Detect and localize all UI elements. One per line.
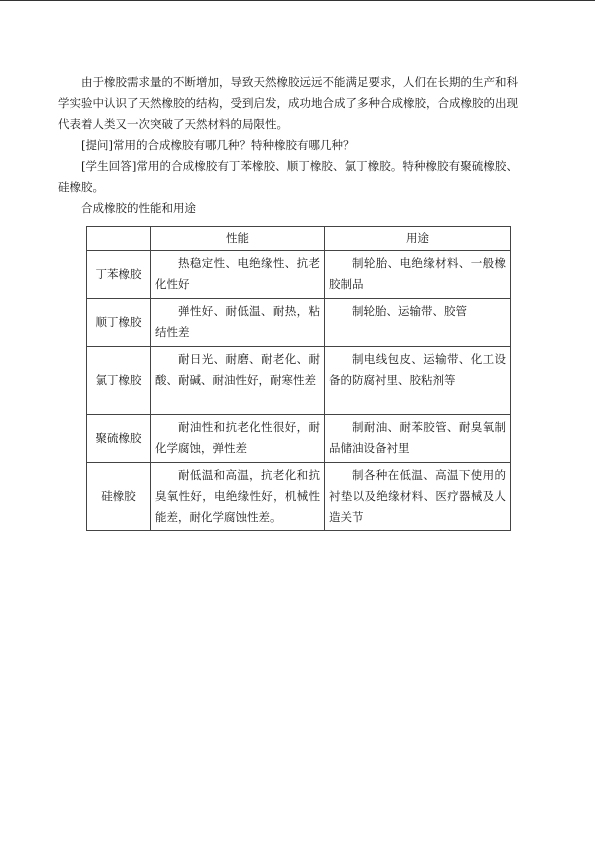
header-uses: 用途 xyxy=(325,227,511,251)
answer-paragraph: [学生回答]常用的合成橡胶有丁苯橡胶、顺丁橡胶、氯丁橡胶。特种橡胶有聚硫橡胶、硅橡胶。 xyxy=(58,159,518,194)
rubber-name: 硅橡胶 xyxy=(87,463,151,531)
rubber-properties: 弹性好、耐低温、耐热，粘结性差 xyxy=(151,299,325,347)
rubber-properties: 耐日光、耐磨、耐老化、耐酸、耐碱、耐油性好，耐寒性差 xyxy=(151,347,325,415)
table-row xyxy=(87,463,511,531)
rubber-name: 顺丁橡胶 xyxy=(87,299,151,347)
rubber-properties: 耐油性和抗老化性很好，耐化学腐蚀，弹性差 xyxy=(151,415,325,463)
rubber-name: 氯丁橡胶 xyxy=(87,347,151,415)
intro-paragraph: 由于橡胶需求量的不断增加，导致天然橡胶远远不能满足要求，人们在长期的生产和科学实验中认识了天然橡胶的结构，受到启发，成功地合成了多种合成橡胶，合成橡胶的出现代表着人类又一次突破了天然材料的局限性。 xyxy=(58,75,518,131)
table-header-row xyxy=(87,227,511,251)
rubber-properties: 耐低温和高温，抗老化和抗臭氧性好，电绝缘性好，机械性能差，耐化学腐蚀性差。 xyxy=(151,463,325,531)
rubber-properties: 热稳定性、电绝缘性、抗老化性好 xyxy=(151,251,325,299)
table-row xyxy=(87,415,511,463)
header-properties: 性能 xyxy=(151,227,325,251)
rubber-uses: 制轮胎、运输带、胶管 xyxy=(325,299,511,347)
header-name xyxy=(87,227,151,251)
rubber-uses: 制耐油、耐苯胶管、耐臭氧制品储油设备衬里 xyxy=(325,415,511,463)
question-paragraph: [提问]常用的合成橡胶有哪几种？特种橡胶有哪几种？ xyxy=(81,138,355,152)
rubber-uses: 制电线包皮、运输带、化工设备的防腐衬里、胶粘剂等 xyxy=(325,347,511,415)
top-rule xyxy=(0,0,595,1)
table-caption: 合成橡胶的性能和用途 xyxy=(81,201,196,215)
table-row xyxy=(87,251,511,299)
rubber-name: 聚硫橡胶 xyxy=(87,415,151,463)
rubber-name: 丁苯橡胶 xyxy=(87,251,151,299)
table-row xyxy=(87,299,511,347)
rubber-uses: 制各种在低温、高温下使用的衬垫以及绝缘材料、医疗器械及人造关节 xyxy=(325,463,511,531)
document-body xyxy=(58,72,518,219)
table-row xyxy=(87,347,511,415)
rubber-properties-table xyxy=(86,226,511,531)
rubber-uses: 制轮胎、电绝缘材料、一般橡胶制品 xyxy=(325,251,511,299)
